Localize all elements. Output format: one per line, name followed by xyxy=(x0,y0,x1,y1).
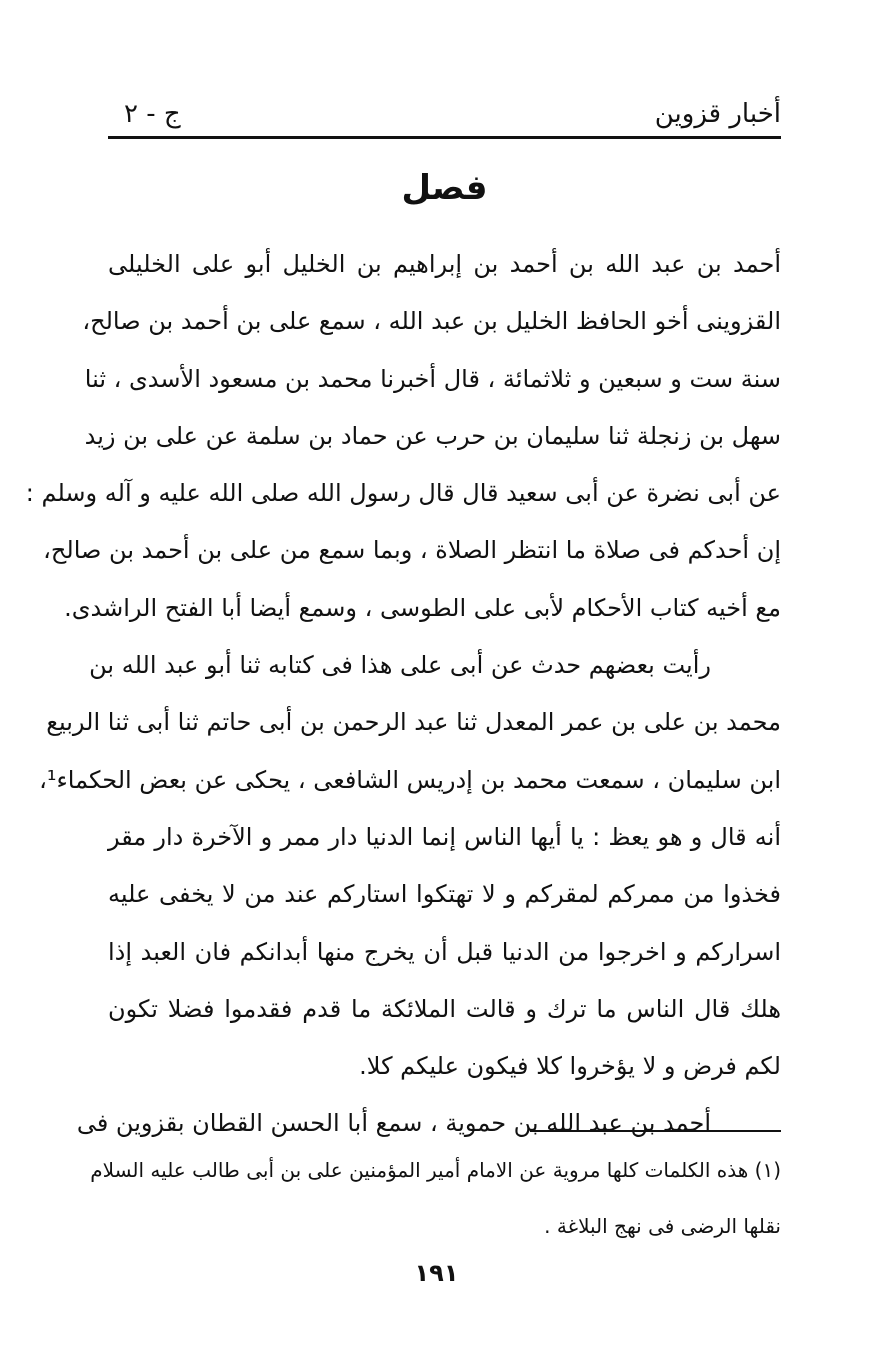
footnotes xyxy=(90,1142,781,1254)
text-line: مع أخيه كتاب الأحكام لأبى على الطوسى ، وسمع أيضا أبا الفتح الراشدى. xyxy=(64,593,781,622)
text-line: أحمد بن عبد الله بن حموية ، سمع أبا الحسن القطان بقزوين فى xyxy=(76,1109,711,1138)
footnote-line: (١) هذه الكلمات كلها مروية عن الامام أمير المؤمنين على بن أبى طالب عليه السلام xyxy=(90,1158,781,1182)
page-number: ١٩١ xyxy=(414,1259,459,1287)
text-line: محمد بن على بن عمر المعدل ثنا عبد الرحمن بن أبى حاتم ثنا أبى ثنا الربيع xyxy=(46,708,781,737)
text-line: هلك قال الناس ما ترك و قالت الملائكة ما قدم فقدموا فضلا تكون xyxy=(108,994,781,1023)
text-line: إن أحدكم فى صلاة ما انتظر الصلاة ، وبما سمع من على بن أحمد بن صالح، xyxy=(43,536,781,565)
text-line: سهل بن زنجلة ثنا سليمان بن حرب عن حماد بن سلمة عن على بن زيد xyxy=(84,421,781,450)
body-text xyxy=(25,236,781,1153)
text-line: القزوينى أخو الحافظ الخليل بن عبد الله ، سمع على بن أحمد بن صالح، xyxy=(82,307,781,336)
running-title: أخبار قزوين xyxy=(654,99,781,129)
running-header xyxy=(108,96,781,136)
text-line: أحمد بن عبد الله بن أحمد بن إبراهيم بن الخليل أبو على الخليلى xyxy=(108,250,781,278)
text-line: سنة ست و سبعين و ثلاثمائة ، قال أخبرنا محمد بن مسعود الأسدى ، ثنا xyxy=(84,364,781,393)
text-line: رأيت بعضهم حدث عن أبى على هذا فى كتابه ثنا أبو عبد الله بن xyxy=(89,651,711,680)
footnote-line: نقلها الرضى فى نهج البلاغة . xyxy=(544,1214,781,1238)
text-line: ابن سليمان ، سمعت محمد بن إدريس الشافعى ، يحكى عن بعض الحكماء¹، xyxy=(39,765,781,794)
section-heading: فصل xyxy=(401,168,488,208)
header-rule xyxy=(108,136,781,139)
footnote-rule xyxy=(530,1130,781,1132)
text-line: لكم فرض و لا يؤخروا كلا فيكون عليكم كلا. xyxy=(359,1052,781,1081)
text-line: عن أبى نضرة عن أبى سعيد قال قال رسول الله صلى الله عليه و آله وسلم : xyxy=(25,479,781,508)
text-line: فخذوا من ممركم لمقركم و لا تهتكوا استاركم عند من لا يخفى عليه xyxy=(108,880,781,909)
text-line: أنه قال و هو يعظ : يا أيها الناس إنما الدنيا دار ممر و الآخرة دار مقر xyxy=(108,822,781,851)
volume-label: ج - ٢ xyxy=(124,99,181,129)
text-line: اسراركم و اخرجوا من الدنيا قبل أن يخرج منها أبدانكم فان العبد إذا xyxy=(108,937,781,966)
